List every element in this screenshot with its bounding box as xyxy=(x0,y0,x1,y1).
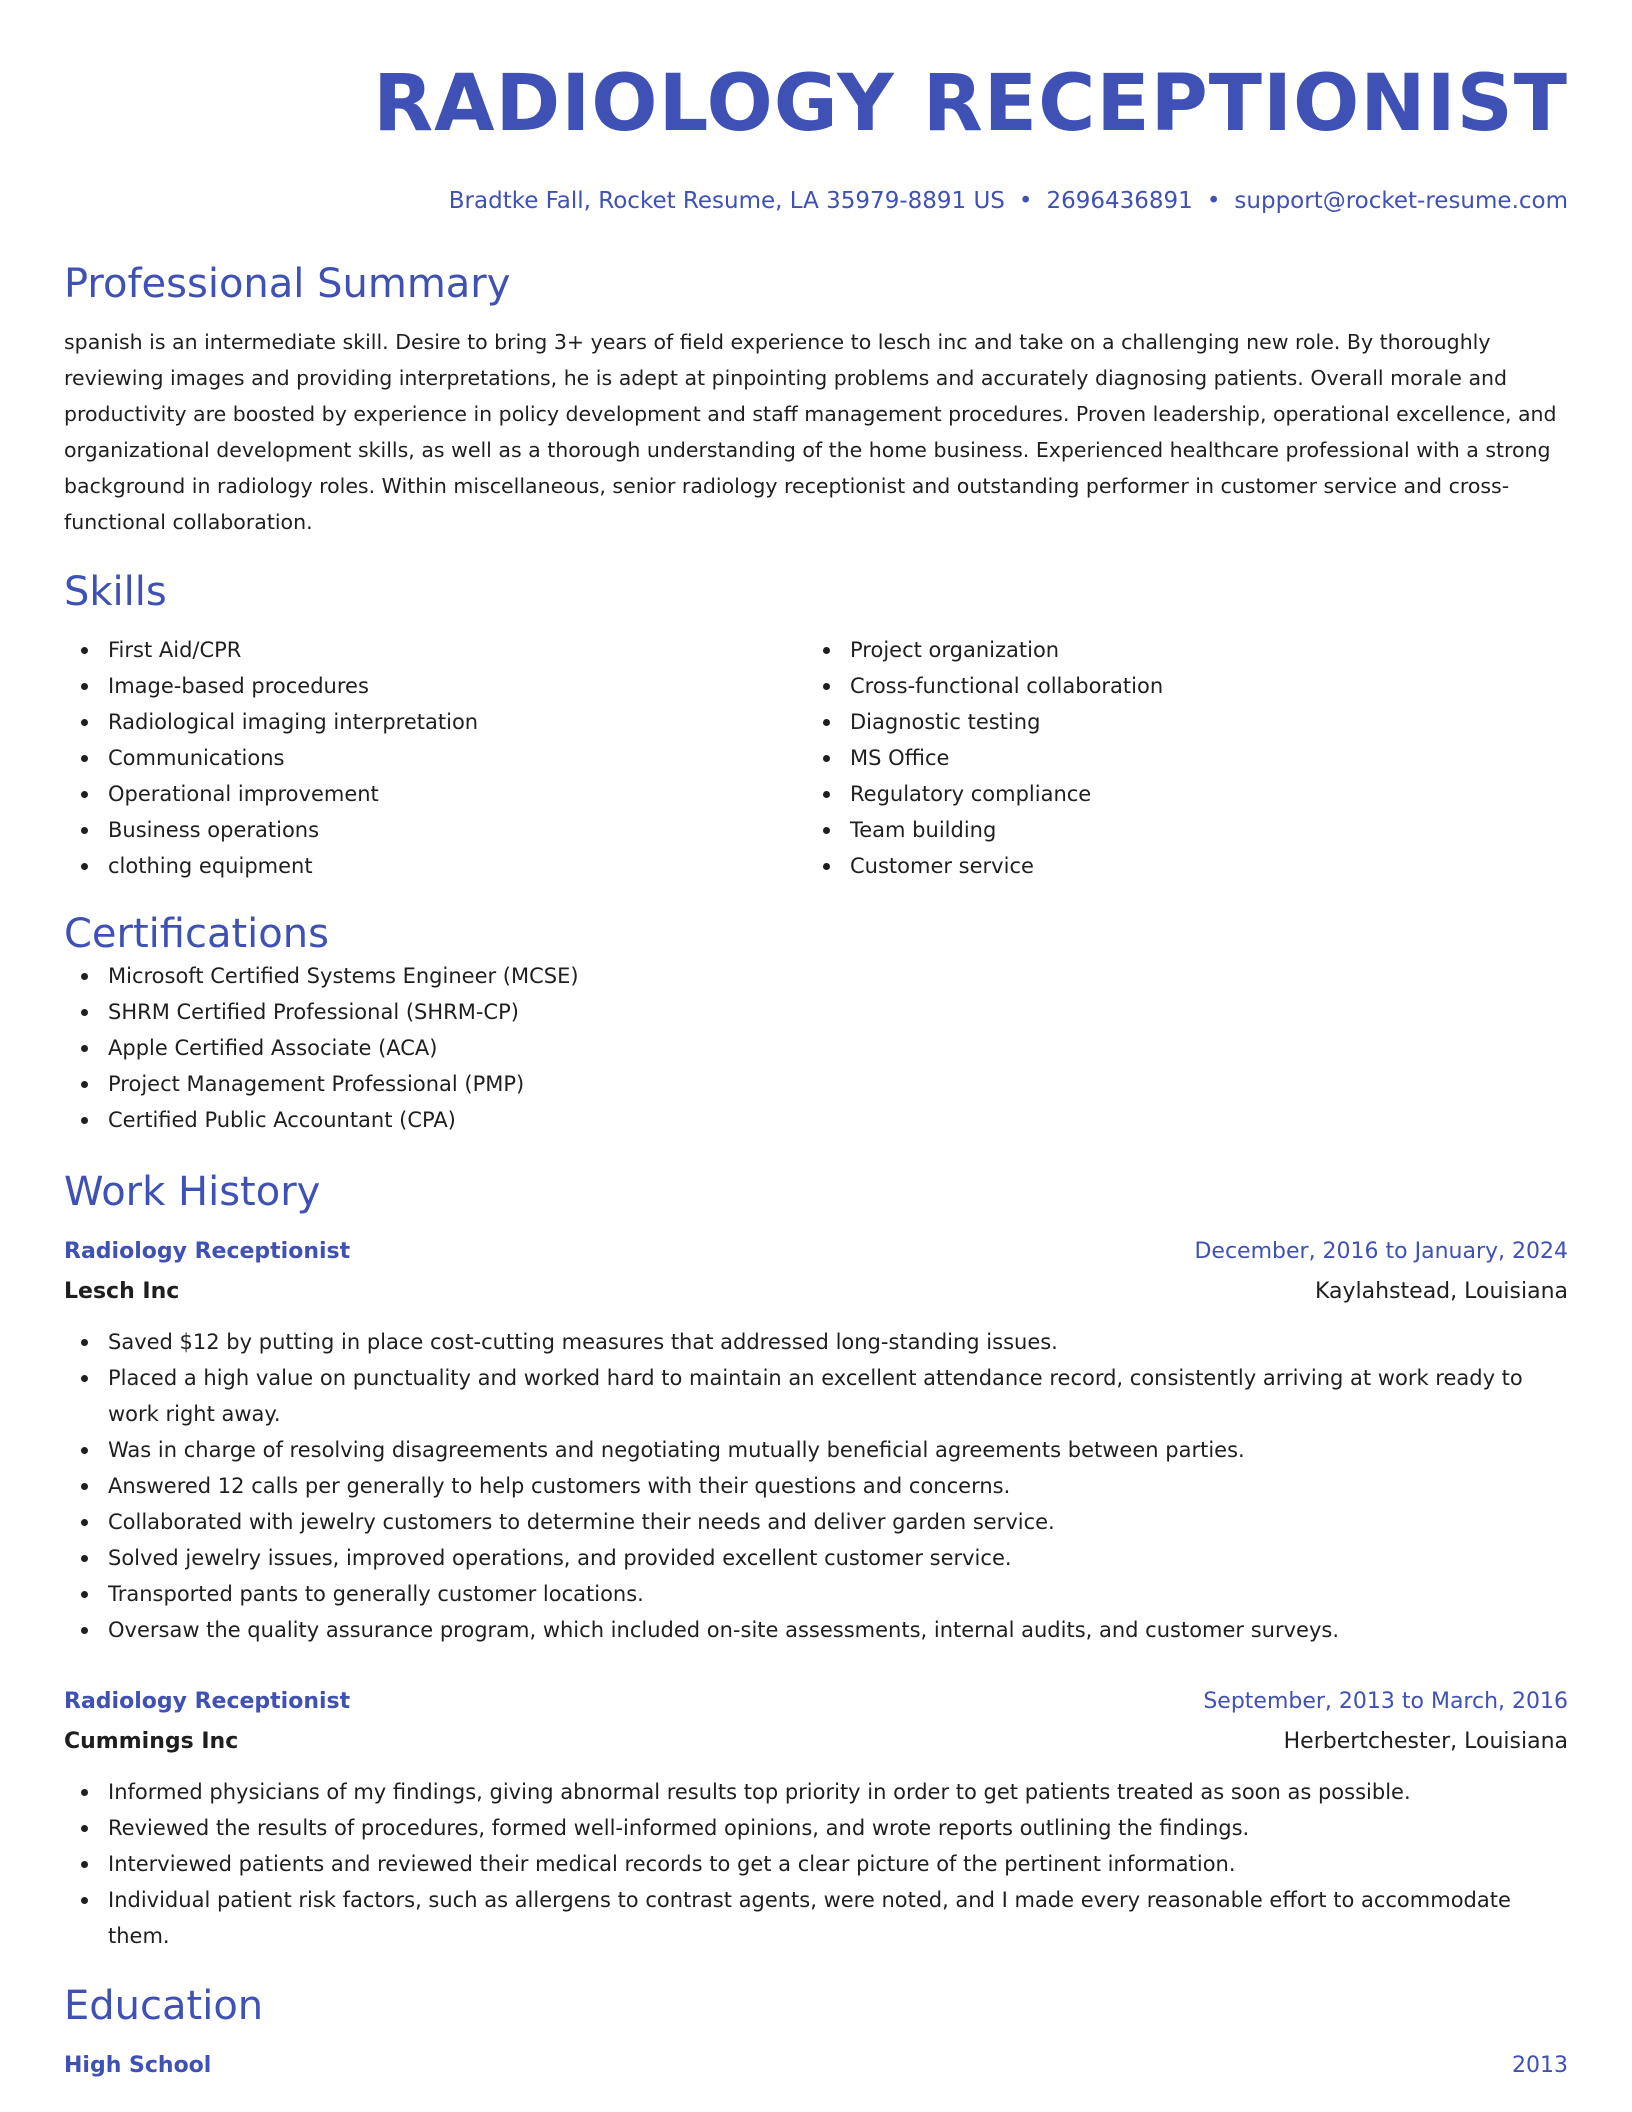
skill-item: Diagnostic testing xyxy=(806,704,1548,740)
skill-item: Customer service xyxy=(806,848,1548,884)
job-location: Kaylahstead, Louisiana xyxy=(1315,1279,1568,1304)
certifications-list xyxy=(64,958,1568,1138)
job-title: Radiology Receptionist xyxy=(64,1689,351,1714)
job-bullet: Transported pants to generally customer locations. xyxy=(64,1576,1568,1612)
skill-item: Project organization xyxy=(806,632,1548,668)
skill-item: Image-based procedures xyxy=(64,668,806,704)
job-bullet: Solved jewelry issues, improved operations, and provided excellent customer service. xyxy=(64,1540,1568,1576)
skills-heading: Skills xyxy=(64,569,167,615)
job-bullet: Answered 12 calls per generally to help customers with their questions and concerns. xyxy=(64,1468,1568,1504)
phone: 2696436891 xyxy=(1046,188,1193,214)
skill-item: Business operations xyxy=(64,812,806,848)
work-history-heading: Work History xyxy=(64,1169,321,1215)
skill-item: Radiological imaging interpretation xyxy=(64,704,806,740)
job-bullet: Interviewed patients and reviewed their medical records to get a clear picture of the pertinent information. xyxy=(64,1846,1568,1882)
resume-header xyxy=(64,56,1568,216)
job-bullet: Oversaw the quality assurance program, which included on-site assessments, internal audits, and customer surveys. xyxy=(64,1612,1568,1648)
company-name: Cummings Inc xyxy=(64,1729,239,1754)
job-bullet: Reviewed the results of procedures, formed well-informed opinions, and wrote reports outlining the findings. xyxy=(64,1810,1568,1846)
email-link[interactable]: support@rocket-resume.com xyxy=(1234,188,1568,214)
certification-item: Microsoft Certified Systems Engineer (MCSE) xyxy=(64,958,1568,994)
skill-item: Regulatory compliance xyxy=(806,776,1548,812)
job-title-heading: RADIOLOGY RECEPTIONIST xyxy=(373,59,1568,149)
job-title: Radiology Receptionist xyxy=(64,1239,351,1264)
skill-item: Team building xyxy=(806,812,1548,848)
job-bullet: Collaborated with jewelry customers to determine their needs and deliver garden service. xyxy=(64,1504,1568,1540)
skill-item: First Aid/CPR xyxy=(64,632,806,668)
separator-dot: • xyxy=(1206,188,1221,214)
job-bullets xyxy=(64,1774,1568,1954)
skill-item: Operational improvement xyxy=(64,776,806,812)
education-entry xyxy=(64,2048,1568,2084)
job-bullet: Informed physicians of my findings, giving abnormal results top priority in order to get patients treated as soon as possible. xyxy=(64,1774,1568,1810)
certification-item: Apple Certified Associate (ACA) xyxy=(64,1030,1568,1066)
education-heading: Education xyxy=(64,1983,264,2029)
job-entry xyxy=(64,1684,1568,1954)
job-company-row xyxy=(64,1724,1568,1760)
job-bullet: Saved $12 by putting in place cost-cutting measures that addressed long-standing issues. xyxy=(64,1324,1568,1360)
graduation-year: 2013 xyxy=(1512,2053,1568,2078)
skill-item: clothing equipment xyxy=(64,848,806,884)
job-dates: December, 2016 to January, 2024 xyxy=(1194,1239,1568,1264)
skill-item: Communications xyxy=(64,740,806,776)
job-bullet: Individual patient risk factors, such as allergens to contrast agents, were noted, and I made every reasonable effort to accommodate them. xyxy=(64,1882,1568,1954)
skills-list-right xyxy=(806,632,1548,884)
skills-columns xyxy=(64,632,1568,884)
skill-item: Cross-functional collaboration xyxy=(806,668,1548,704)
job-bullet: Placed a high value on punctuality and worked hard to maintain an excellent attendance record, consistently arriving at work ready to work right away. xyxy=(64,1360,1568,1432)
certifications-heading: Certifications xyxy=(64,911,329,957)
skills-list-left xyxy=(64,632,806,884)
job-bullets xyxy=(64,1324,1568,1648)
contact-line xyxy=(64,186,1568,216)
summary-text: spanish is an intermediate skill. Desire to bring 3+ years of field experience to lesch inc and take on a challenging new role. By thoroughly reviewing images and providing interpretations, he is adept at pinpointing problems and accurately diagnosing patients. Overall morale and productivity are boosted by experience in policy development and staff management procedures. Proven leadership, operational excellence, and organizational development skills, as well as a thorough understanding of the home business. Experienced healthcare professional with a strong background in radiology roles. Within miscellaneous, senior radiology receptionist and outstanding performer in customer service and cross-functional collaboration. xyxy=(64,330,1557,534)
company-name: Lesch Inc xyxy=(64,1279,180,1304)
job-bullet: Was in charge of resolving disagreements and negotiating mutually beneficial agreements between parties. xyxy=(64,1432,1568,1468)
separator-dot: • xyxy=(1018,188,1033,214)
certification-item: Certified Public Accountant (CPA) xyxy=(64,1102,1568,1138)
job-location: Herbertchester, Louisiana xyxy=(1283,1729,1568,1754)
summary-heading: Professional Summary xyxy=(64,261,511,307)
job-header-row xyxy=(64,1234,1568,1270)
job-header-row xyxy=(64,1684,1568,1720)
address: Bradtke Fall, Rocket Resume, LA 35979-8891 US xyxy=(448,188,1005,214)
job-dates: September, 2013 to March, 2016 xyxy=(1203,1689,1568,1714)
skill-item: MS Office xyxy=(806,740,1548,776)
certification-item: SHRM Certified Professional (SHRM-CP) xyxy=(64,994,1568,1030)
certification-item: Project Management Professional (PMP) xyxy=(64,1066,1568,1102)
degree-name: High School xyxy=(64,2053,212,2078)
job-entry xyxy=(64,1234,1568,1648)
job-company-row xyxy=(64,1274,1568,1310)
